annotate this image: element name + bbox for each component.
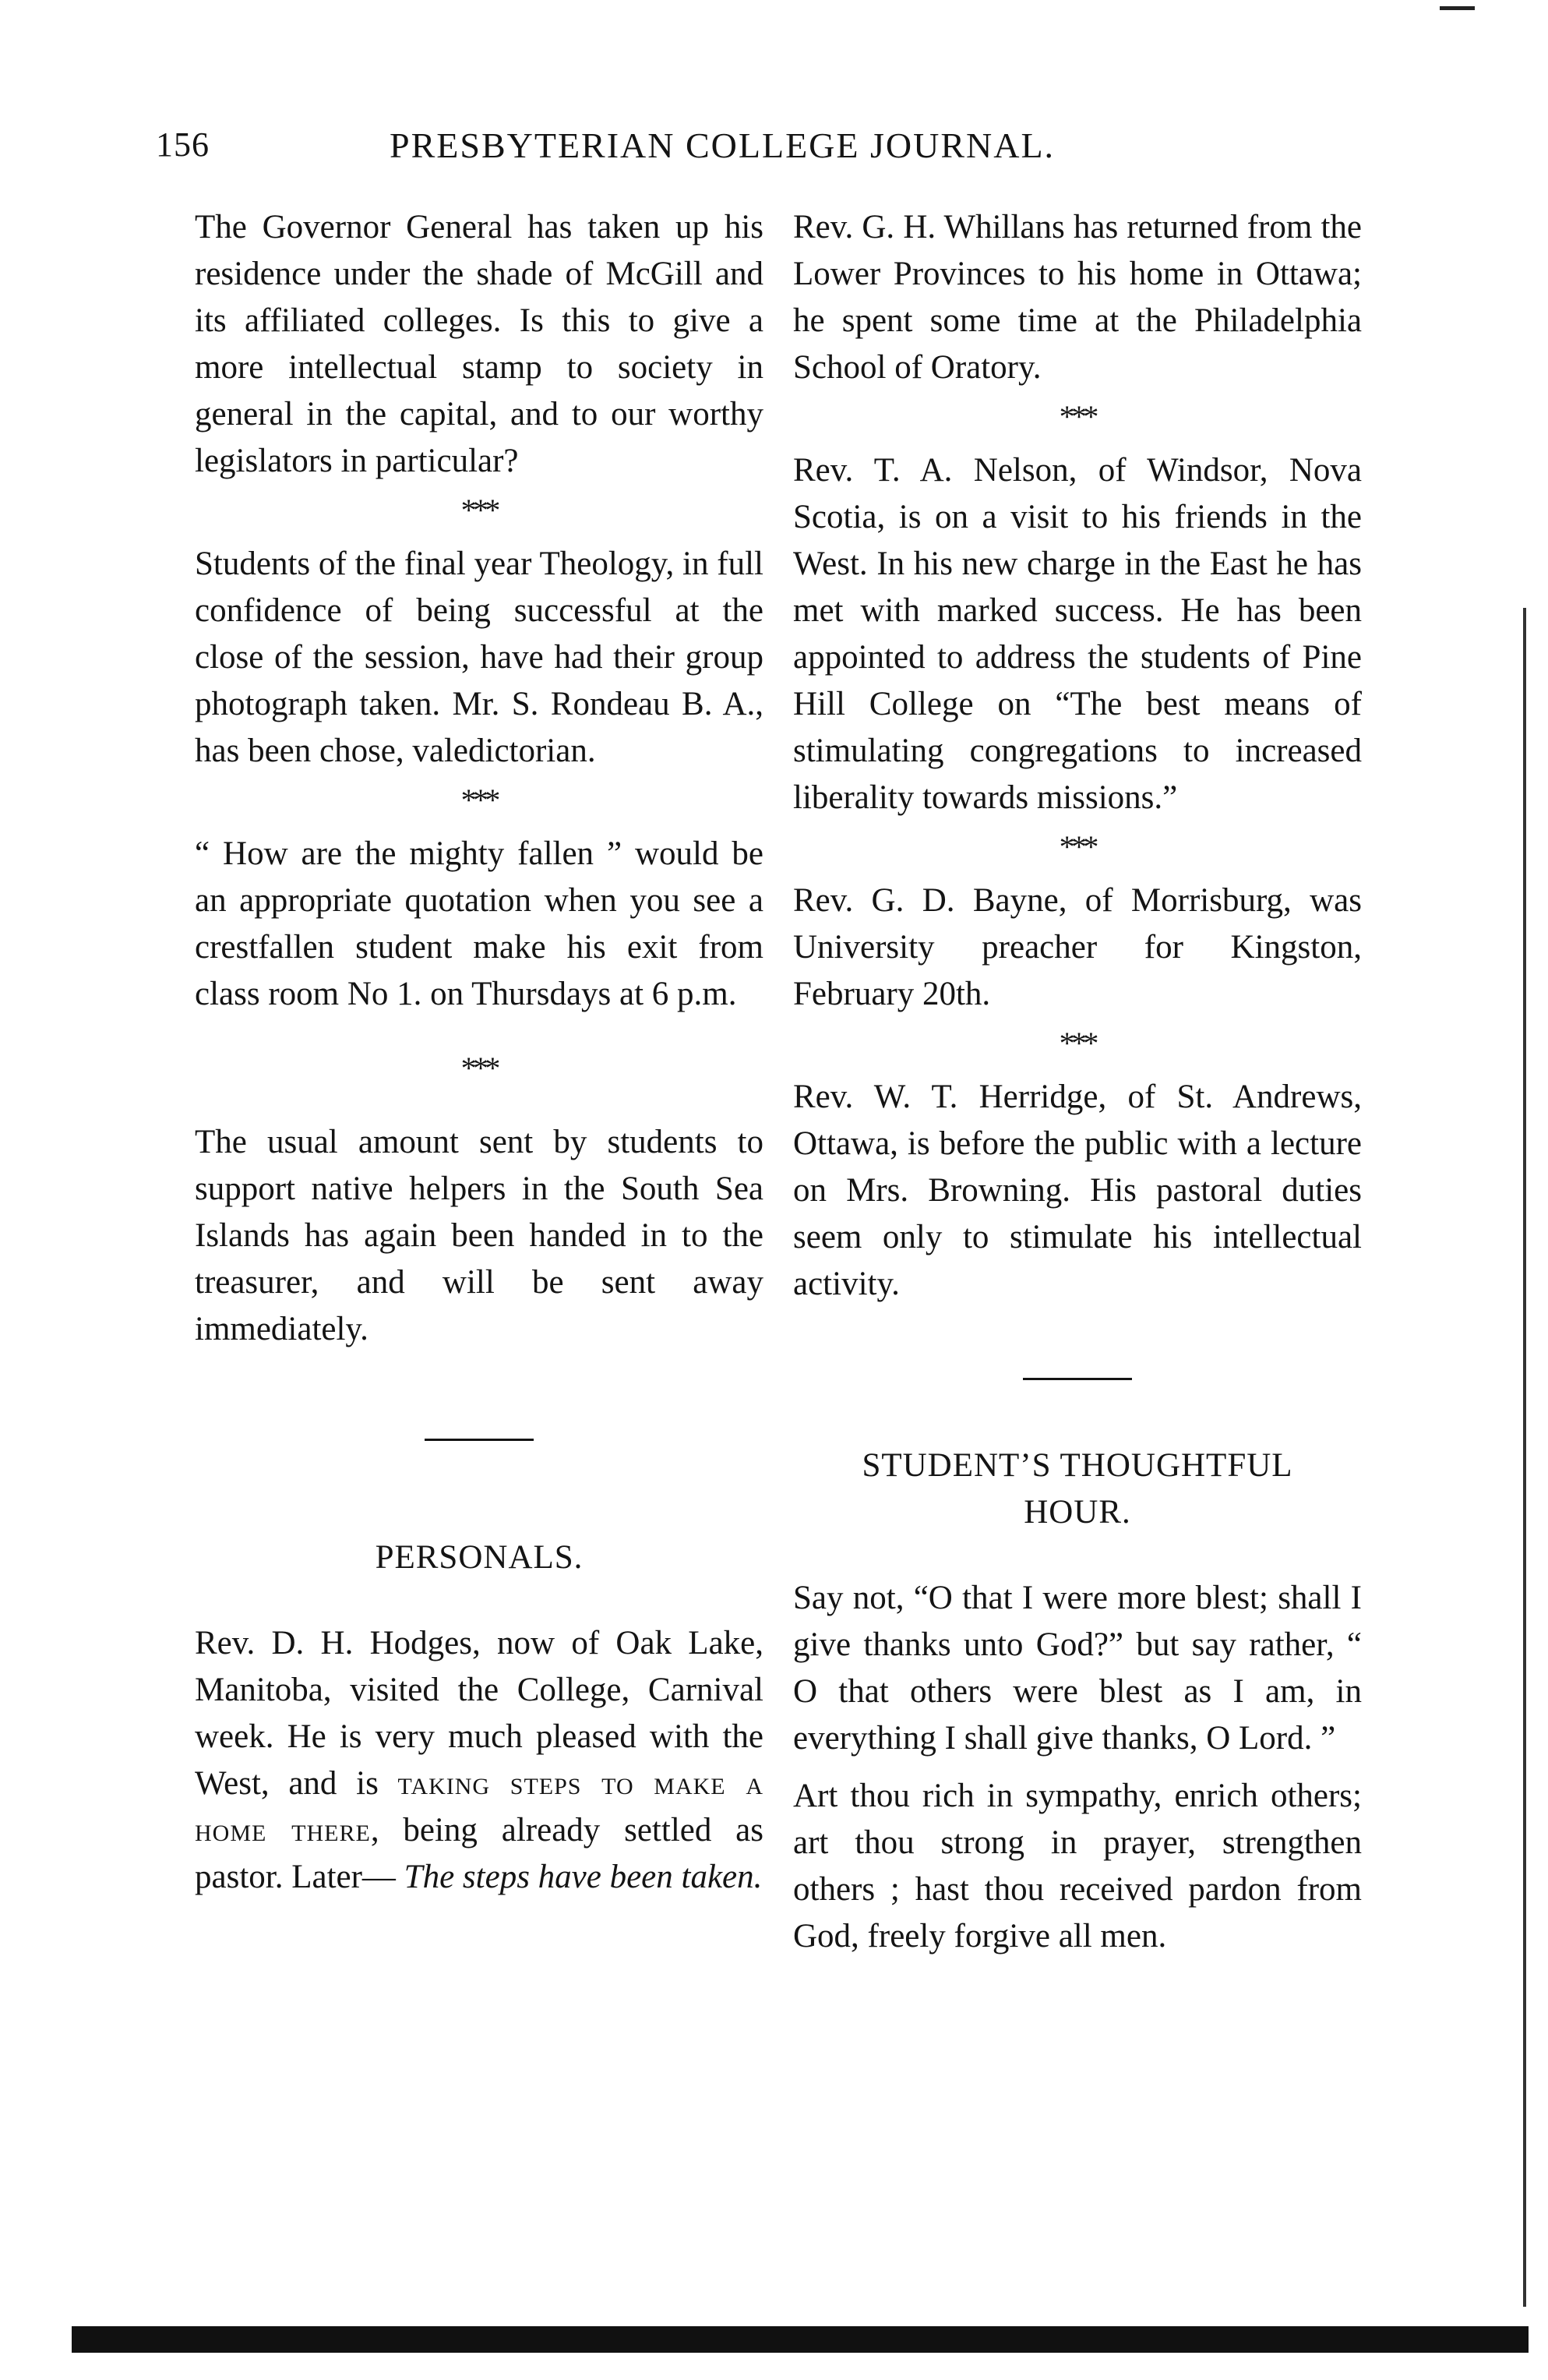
hodges-italic: The steps have been taken. — [404, 1859, 763, 1895]
final-year-theology-paragraph: Students of the final year Theology, in full confidence of being successful at the close of the session, have had their group photograph taken. Mr. S. Rondeau B. A., has been chose, valedictorian. — [195, 546, 763, 769]
corner-scan-mark — [1440, 6, 1475, 10]
page-header — [156, 125, 1371, 179]
separator-stars: * * * — [460, 493, 498, 528]
hodges-paragraph — [195, 1620, 763, 1901]
whillans-paragraph: Rev. G. H. Whillans has returned from the Lower Provinces to his home in Ottawa; he spent some time at the Philadelphia School of Oratory. — [793, 209, 1362, 386]
page-number: 156 — [156, 125, 210, 164]
personals-heading: PERSONALS. — [375, 1539, 584, 1576]
separator-stars: * * * — [460, 1051, 498, 1086]
governor-general-paragraph: The Governor General has taken up his residence under the shade of McGill and its affiliated colleges. Is this to give a more intellectual stamp to society in general in the capital, and to our worthy legislators in particular? — [195, 209, 763, 479]
mighty-fallen-paragraph: “ How are the mighty fallen ” would be an appropriate quotation when you see a crestfallen student make his exit from class room No 1. on Thursdays at 6 p.m. — [195, 835, 763, 1012]
hodges-small-caps: taking steps to make a home there — [195, 1765, 763, 1849]
thoughtful-hour-heading-line1: STUDENT’S THOUGHTFUL — [862, 1447, 1293, 1484]
page-bottom-edge — [72, 2326, 1529, 2353]
left-column — [195, 204, 763, 1901]
bayne-paragraph: Rev. G. D. Bayne, of Morrisburg, was University preacher for Kingston, February 20th. — [793, 882, 1362, 1012]
separator-stars: * * * — [1059, 399, 1096, 434]
rich-in-sympathy-paragraph: Art thou rich in sympathy, enrich others; art thou strong in prayer, strengthen others ; hast thou received pardon from God, freely forgive all men. — [793, 1778, 1362, 1954]
page-edge-line — [1523, 608, 1526, 2307]
separator-stars: * * * — [460, 782, 498, 817]
hodges-text-start: Rev. D. H. Hodges, now of Oak Lake, Manitoba, visited the College, Carnival week. He is very much pleased with the West, and is — [195, 1625, 763, 1802]
south-sea-islands-paragraph: The usual amount sent by students to support native helpers in the South Sea Islands has again been handed in to the treasurer, and will be sent away immediately. — [195, 1124, 763, 1347]
thoughtful-hour-heading-line2: HOUR. — [1024, 1494, 1131, 1531]
running-title: PRESBYTERIAN COLLEGE JOURNAL. — [390, 125, 1056, 165]
right-column — [793, 204, 1362, 1960]
hodges-text-mid: , being already settled as pastor. Later— — [195, 1812, 763, 1895]
say-not-paragraph: Say not, “O that I were more blest; shall I give thanks unto God?” but say rather, “ O that others were blest as I am, in everything I shall give thanks, O Lord. ” — [793, 1580, 1362, 1757]
separator-stars: * * * — [1059, 1026, 1096, 1061]
separator-stars: * * * — [1059, 829, 1096, 864]
herridge-paragraph: Rev. W. T. Herridge, of St. Andrews, Ottawa, is before the public with a lecture on Mrs. Browning. His pastoral duties seem only to stimulate his intellectual activity. — [793, 1079, 1362, 1302]
nelson-paragraph: Rev. T. A. Nelson, of Windsor, Nova Scotia, is on a visit to his friends in the West. In his new charge in the East he has met with marked success. He has been appointed to address the students of Pine Hill College on “The best means of stimulating congregations to increased liberality towards missions.” — [793, 452, 1362, 816]
